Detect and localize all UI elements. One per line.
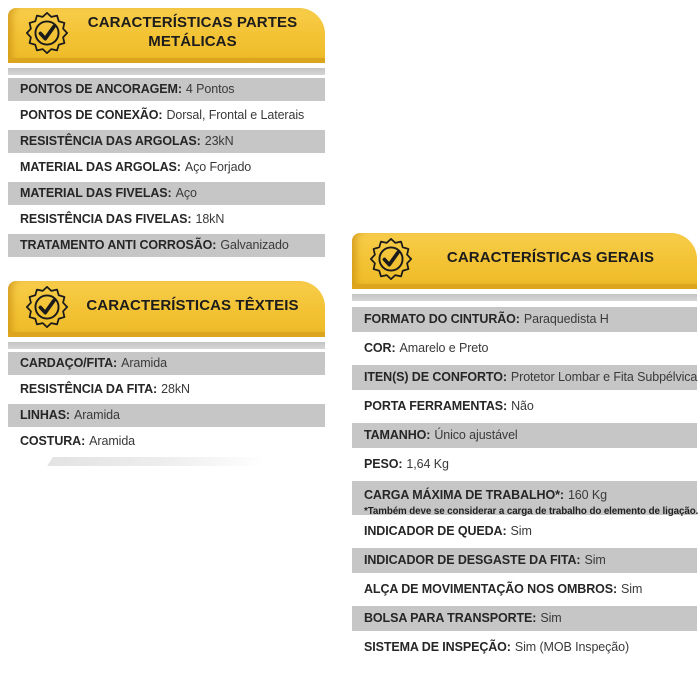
- section-header-general: [352, 233, 697, 289]
- spec-row: [352, 606, 697, 631]
- spec-value: Sim: [621, 582, 643, 596]
- spec-value: Galvanizado: [220, 238, 289, 252]
- spec-row: [8, 404, 325, 427]
- spec-label: MATERIAL DAS FIVELAS:: [20, 186, 172, 200]
- spec-label: LINHAS:: [20, 408, 70, 422]
- section-header-textile: [8, 281, 325, 337]
- spec-label: RESISTÊNCIA DAS FIVELAS:: [20, 212, 192, 226]
- spec-label: TAMANHO:: [364, 428, 431, 442]
- spec-label: PESO:: [364, 457, 403, 471]
- spec-value: 23kN: [204, 134, 234, 148]
- spec-value: 160 Kg: [567, 488, 607, 502]
- spec-row: [8, 352, 325, 375]
- spec-value: 1,64 Kg: [406, 457, 449, 471]
- spec-label: TRATAMENTO ANTI CORROSÃO:: [20, 238, 217, 252]
- spec-label: COR:: [364, 341, 396, 355]
- spec-row: [352, 336, 697, 361]
- spec-row: [8, 104, 325, 127]
- spec-label: CARGA MÁXIMA DE TRABALHO*:: [364, 488, 564, 502]
- spec-row: [8, 378, 325, 401]
- spec-rows-metal: [8, 78, 325, 257]
- shadow-artifact: [47, 457, 268, 466]
- spec-rows-general: [352, 307, 697, 660]
- spec-label: FORMATO DO CINTURÃO:: [364, 312, 520, 326]
- spec-row: [352, 635, 697, 660]
- spec-value: Único ajustável: [434, 428, 518, 442]
- section-metal-parts: [8, 8, 325, 260]
- spec-value: Paraquedista H: [523, 312, 609, 326]
- certified-seal-check-icon: [26, 12, 68, 54]
- spec-label: ITEN(S) DE CONFORTO:: [364, 370, 507, 384]
- spec-row: [352, 394, 697, 419]
- banner-shadow: [8, 342, 325, 349]
- spec-label: RESISTÊNCIA DAS ARGOLAS:: [20, 134, 201, 148]
- spec-rows-textile: [8, 352, 325, 453]
- spec-row: [352, 548, 697, 573]
- spec-label: RESISTÊNCIA DA FITA:: [20, 382, 158, 396]
- spec-label: INDICADOR DE QUEDA:: [364, 524, 507, 538]
- certified-seal-check-icon: [370, 238, 412, 280]
- section-textile: [8, 281, 325, 466]
- banner-shadow: [352, 294, 697, 301]
- spec-label: PONTOS DE ANCORAGEM:: [20, 82, 182, 96]
- spec-value: Protetor Lombar e Fita Subpélvica: [510, 370, 698, 384]
- section-title: CARACTERÍSTICAS TÊXTEIS: [86, 297, 299, 315]
- spec-label: PONTOS DE CONEXÃO:: [20, 108, 163, 122]
- spec-value: Sim: [584, 553, 606, 567]
- spec-value: Sim: [540, 611, 562, 625]
- spec-label: COSTURA:: [20, 434, 86, 448]
- spec-value: 18kN: [195, 212, 225, 226]
- spec-row: [352, 307, 697, 332]
- spec-row: [8, 156, 325, 179]
- spec-value: Aramida: [74, 408, 120, 422]
- spec-footnote: *Também deve se considerar a carga de trabalho do elemento de ligação.: [364, 506, 699, 517]
- spec-label: CARDAÇO/FITA:: [20, 356, 118, 370]
- spec-value: Sim (MOB Inspeção): [514, 640, 630, 654]
- banner-shadow: [8, 68, 325, 75]
- spec-row: [8, 208, 325, 231]
- spec-value: 28kN: [161, 382, 190, 396]
- spec-row: [8, 234, 325, 257]
- spec-row: [8, 78, 325, 101]
- spec-label: BOLSA PARA TRANSPORTE:: [364, 611, 537, 625]
- spec-value: Sim: [510, 524, 532, 538]
- spec-label: SISTEMA DE INSPEÇÃO:: [364, 640, 511, 654]
- spec-row: [352, 452, 697, 477]
- spec-row: [8, 430, 325, 453]
- spec-label: INDICADOR DE DESGASTE DA FITA:: [364, 553, 581, 567]
- spec-label: MATERIAL DAS ARGOLAS:: [20, 160, 181, 174]
- spec-value: Aço Forjado: [184, 160, 252, 174]
- certified-seal-check-icon: [26, 286, 68, 328]
- spec-value: Amarelo e Preto: [399, 341, 489, 355]
- spec-value: Aço: [175, 186, 197, 200]
- section-title: CARACTERÍSTICAS GERAIS: [446, 249, 655, 267]
- spec-row: [8, 130, 325, 153]
- spec-value: Dorsal, Frontal e Laterais: [166, 108, 305, 122]
- spec-row: [352, 365, 697, 390]
- section-title: CARACTERÍSTICAS PARTES METÁLICAS: [87, 14, 298, 50]
- section-header-metal-parts: [8, 8, 325, 63]
- spec-row: [8, 182, 325, 205]
- spec-row: [352, 519, 697, 544]
- spec-row: [352, 423, 697, 448]
- spec-row: [352, 481, 697, 515]
- spec-value: Aramida: [121, 356, 167, 370]
- spec-value: Não: [511, 399, 534, 413]
- spec-label: ALÇA DE MOVIMENTAÇÃO NOS OMBROS:: [364, 582, 618, 596]
- spec-label: PORTA FERRAMENTAS:: [364, 399, 508, 413]
- spec-value: 4 Pontos: [185, 82, 235, 96]
- section-general: [352, 233, 697, 664]
- spec-row: [352, 577, 697, 602]
- spec-value: Aramida: [89, 434, 136, 448]
